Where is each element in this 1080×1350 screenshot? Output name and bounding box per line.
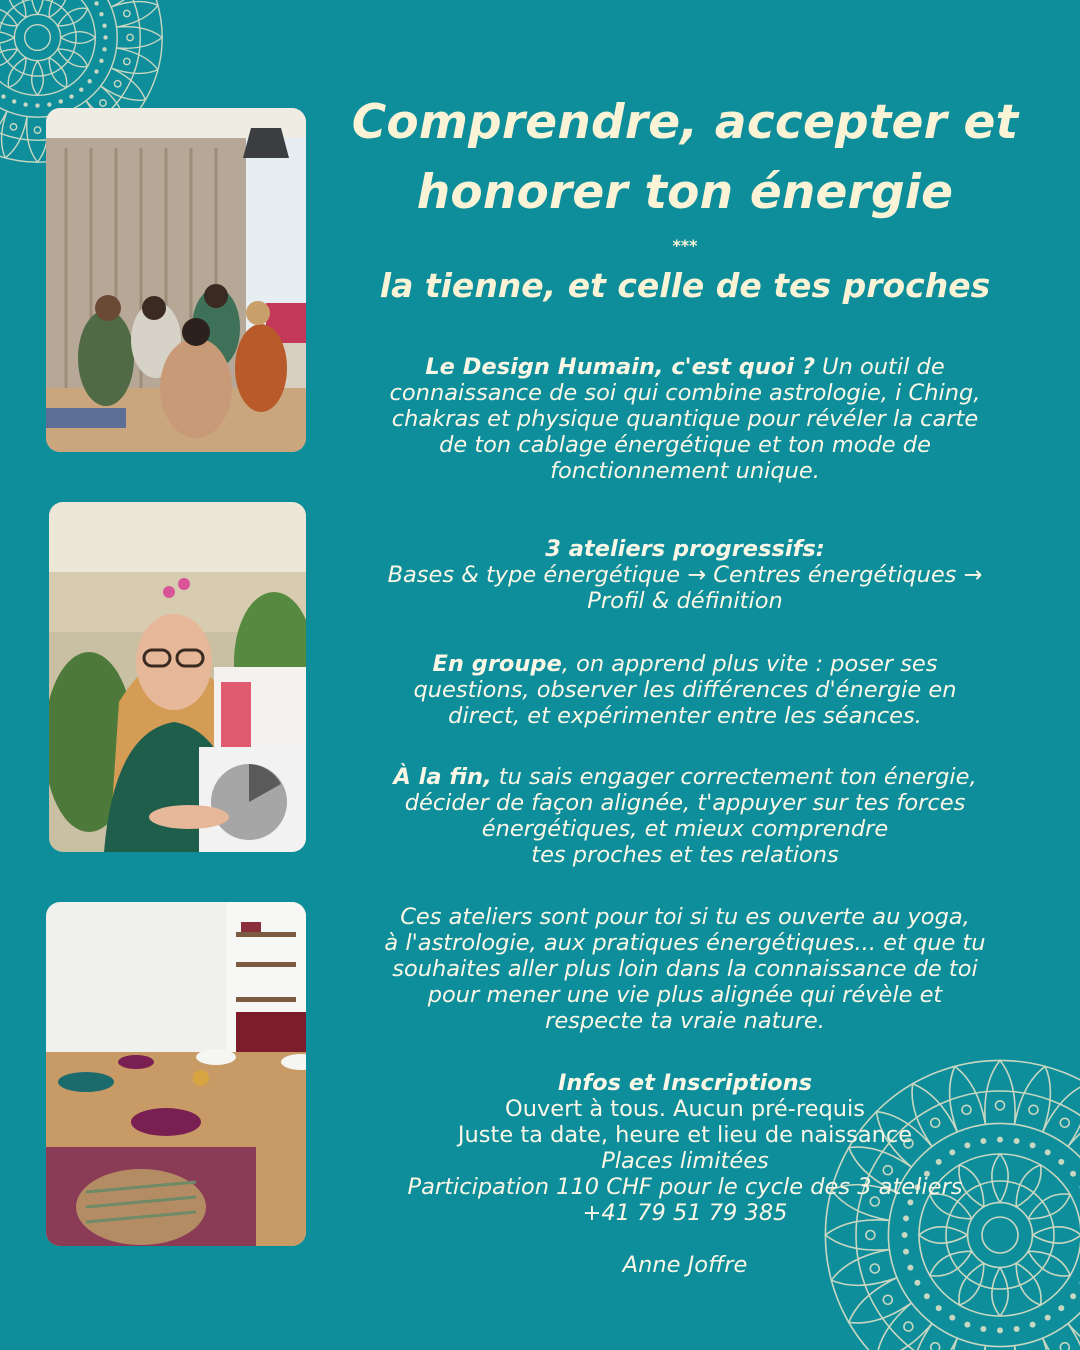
groupe-paragraph — [330, 651, 1040, 729]
fin-line-2: décider de façon alignée, t'appuyer sur tes forces — [404, 790, 966, 816]
page-title — [330, 88, 1040, 228]
intro-line-3: chakras et physique quantique pour révéler la carte — [391, 406, 979, 432]
intro-line-5: fonctionnement unique. — [550, 458, 820, 484]
photo-group-workshop — [46, 108, 306, 452]
infos-line-2: Juste ta date, heure et lieu de naissance — [457, 1122, 913, 1148]
audience-line-5: respecte ta vraie nature. — [545, 1008, 825, 1034]
ateliers-paragraph — [330, 536, 1040, 614]
intro-lead: Le Design Humain, c'est quoi ? — [425, 354, 815, 380]
audience-paragraph — [330, 904, 1040, 1034]
fin-paragraph — [330, 764, 1040, 868]
groupe-lead: En groupe — [432, 651, 562, 677]
fin-line-1: tu sais engager correctement ton énergie, — [491, 764, 977, 790]
groupe-line-2: questions, observer les différences d'énergie en — [413, 677, 957, 703]
intro-line-1: Un outil de — [815, 354, 945, 380]
signature-name: Anne Joffre — [622, 1252, 748, 1278]
ateliers-heading: 3 ateliers progressifs: — [545, 536, 825, 562]
audience-line-4: pour mener une vie plus alignée qui révèle et — [427, 982, 943, 1008]
intro-paragraph — [330, 354, 1040, 484]
infos-line-4: Participation 110 CHF pour le cycle des 3 ateliers — [407, 1174, 963, 1200]
title-line-2: honorer ton énergie — [416, 165, 954, 220]
groupe-line-3: direct, et expérimenter entre les séances. — [448, 703, 922, 729]
ateliers-line-1: Bases & type énergétique → Centres énergétiques → — [387, 562, 983, 588]
title-separator: *** — [672, 236, 698, 255]
audience-line-3: souhaites aller plus loin dans la connaissance de toi — [392, 956, 978, 982]
title-line-1: Comprendre, accepter et — [351, 95, 1019, 150]
page-subtitle: la tienne, et celle de tes proches — [379, 266, 991, 305]
infos-line-1: Ouvert à tous. Aucun pré-requis — [505, 1096, 865, 1122]
groupe-line-1: , on apprend plus vite : poser ses — [561, 651, 938, 677]
photo-instructor-with-chart — [49, 502, 306, 852]
infos-section — [330, 1070, 1040, 1226]
fin-lead: À la fin, — [393, 764, 492, 790]
phone-number[interactable]: +41 79 51 79 385 — [582, 1200, 788, 1226]
fin-line-4: tes proches et tes relations — [531, 842, 839, 868]
photo-workshop-room — [46, 902, 306, 1246]
audience-line-1: Ces ateliers sont pour toi si tu es ouverte au yoga, — [400, 904, 970, 930]
intro-line-4: de ton cablage énergétique et ton mode de — [439, 432, 931, 458]
intro-line-2: connaissance de soi qui combine astrologie, i Ching, — [389, 380, 981, 406]
ateliers-line-2: Profil & définition — [587, 588, 783, 614]
infos-line-3: Places limitées — [601, 1148, 769, 1174]
infos-heading: Infos et Inscriptions — [557, 1070, 813, 1096]
audience-line-2: à l'astrologie, aux pratiques énergétiques... et que tu — [384, 930, 986, 956]
fin-line-3: énergétiques, et mieux comprendre — [481, 816, 889, 842]
